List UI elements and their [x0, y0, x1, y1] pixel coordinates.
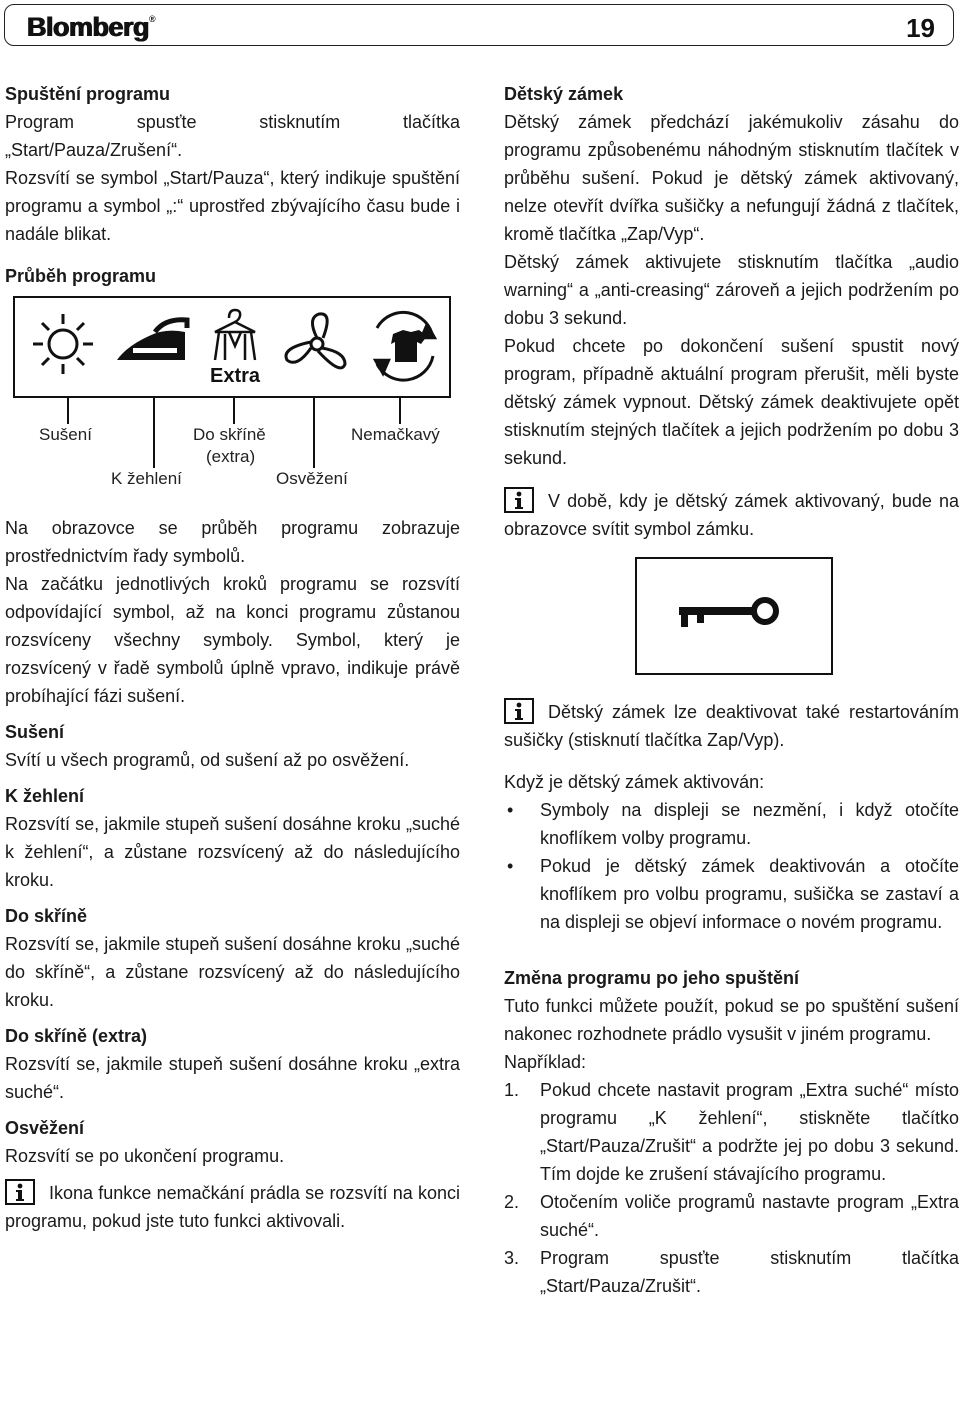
list-item: • Symboly na displeji se nezmění, i když otočíte knoflíkem volby programu. [504, 796, 959, 852]
page-number: 19 [906, 13, 935, 43]
label-anticrease: Nemačkavý [351, 425, 440, 444]
start-program-text-2: Rozsvítí se symbol „Start/Pauza“, který indikuje spuštění programu a symbol „:“ uprostřed zbývajícího času bude i nadále blikat. [5, 168, 460, 244]
sun-icon [33, 314, 93, 374]
anticrease-info-text: Ikona funkce nemačkání prádla se rozsvítí na konci programu, pokud jste tuto funkci aktivovali. [5, 1183, 460, 1231]
progress-display-panel [13, 296, 451, 398]
label-wardrobe: Do skříně [193, 425, 266, 444]
ironing-heading: K žehlení [5, 786, 85, 806]
info-icon [504, 698, 534, 724]
wardrobe-extra-text: Rozsvítí se, jakmile stupeň sušení dosáhne kroku „extra suché“. [5, 1054, 460, 1102]
label-drying: Sušení [39, 425, 92, 444]
drying-heading: Sušení [5, 722, 65, 742]
list-item: 1. Pokud chcete nastavit program „Extra suché“ místo programu „K žehlení“, stiskněte tlačítko „Start/Pauza/Zrušit“ a podržte jej po dobu 3 sekund. Tím dojde ke zrušení stávajícího programu. [504, 1080, 959, 1184]
header-bar [4, 4, 954, 46]
program-progress-heading: Průběh programu [5, 266, 157, 286]
wardrobe-text: Rozsvítí se, jakmile stupeň sušení dosáhne kroku „suché do skříně“, a zůstane rozsvícený až do následujícího kroku. [5, 934, 460, 1010]
when-active-text: Když je dětský zámek aktivován: [504, 772, 765, 792]
brand-logo: Blomberg® [27, 12, 156, 42]
anticrease-info-note [5, 1178, 460, 1235]
child-lock-text-1: Dětský zámek předchází jakémukoliv zásahu do programu způsobenému náhodným stisknutím tlačítek v průběhu sušení. Pokud je dětský zámek aktivovaný, nelze otevřít dvířka sušičky a nefungují žádná z tlačítek, kromě tlačítka „Zap/Vyp“. [504, 112, 959, 244]
lock-symbol-box [635, 557, 833, 675]
change-program-steps [504, 1076, 959, 1300]
fan-icon [286, 314, 345, 368]
list-item: 3. Program spusťte stisknutím tlačítka „Start/Pauza/Zrušit“. [504, 1248, 959, 1296]
key-icon [637, 559, 831, 673]
progress-text-1: Na obrazovce se průběh programu zobrazuje prostřednictvím řady symbolů. [5, 518, 460, 566]
list-item: 2. Otočením voliče programů nastavte program „Extra suché“. [504, 1192, 959, 1240]
change-program-text: Tuto funkci můžete použít, pokud se po spuštění sušení nakonec rozhodnete prádlo vysušit v jiném programu. [504, 996, 959, 1044]
child-lock-bullet-list [504, 796, 959, 936]
wardrobe-heading: Do skříně [5, 906, 88, 926]
shirt-hanger-icon [215, 310, 255, 360]
iron-icon [117, 320, 187, 360]
anticrease-shirt-icon [375, 312, 435, 380]
refresh-text: Rozsvítí se po ukončení programu. [5, 1146, 285, 1166]
child-lock-text-3: Pokud chcete po dokončení sušení spustit nový program, případně aktuální program přerušit, měli byste dětský zámek vypnout. Dětský zámek deaktivujete opět stisknutím stejných tlačítek a jejich podržením po dobu 3 sekund. [504, 336, 959, 468]
child-lock-info-2-text: Dětský zámek lze deaktivovat také restartováním sušičky (stisknutí tlačítka Zap/Vyp). [504, 702, 959, 750]
start-program-heading: Spuštění programu [5, 84, 171, 104]
info-icon [5, 1179, 35, 1205]
left-column [5, 80, 460, 1235]
example-label: Například: [504, 1052, 587, 1072]
drying-text: Svítí u všech programů, od sušení až po osvěžení. [5, 750, 410, 770]
info-icon [504, 487, 534, 513]
right-column [504, 80, 959, 1300]
label-extra: (extra) [206, 447, 256, 466]
label-ironing: K žehlení [111, 469, 182, 488]
child-lock-text-2: Dětský zámek aktivujete stisknutím tlačítka „audio warning“ a „anti-creasing“ zároveň a jejich podržením po dobu 3 sekund. [504, 252, 959, 328]
change-program-heading: Změna programu po jeho spuštění [504, 968, 800, 988]
ironing-text: Rozsvítí se, jakmile stupeň sušení dosáhne kroku „suché k žehlení“, a zůstane rozsvícený až do následujícího kroku. [5, 814, 460, 890]
list-item: • Pokud je dětský zámek deaktivován a otočíte knoflíkem pro volbu programu, sušička se zastaví a na displeji se objeví informace o novém programu. [504, 852, 959, 936]
label-refresh: Osvěžení [276, 469, 348, 488]
progress-panel-diagram [5, 296, 460, 556]
child-lock-info-1 [504, 486, 959, 543]
child-lock-info-1-text: V době, kdy je dětský zámek aktivovaný, bude na obrazovce svítit symbol zámku. [504, 491, 959, 539]
wardrobe-extra-heading: Do skříně (extra) [5, 1026, 148, 1046]
child-lock-heading: Dětský zámek [504, 84, 624, 104]
refresh-heading: Osvěžení [5, 1118, 85, 1138]
child-lock-info-2 [504, 697, 959, 754]
progress-text-2: Na začátku jednotlivých kroků programu se rozsvítí odpovídající symbol, až na konci programu zůstanou rozsvíceny všechny symboly. Symbol, který je rozsvícený v řadě symbolů úplně vpravo, indikuje právě probíhající fázi sušení. [5, 574, 460, 706]
start-program-text-1: Program spusťte stisknutím tlačítka „Start/Pauza/Zrušení“. [5, 112, 460, 160]
extra-text: Extra [209, 365, 261, 387]
